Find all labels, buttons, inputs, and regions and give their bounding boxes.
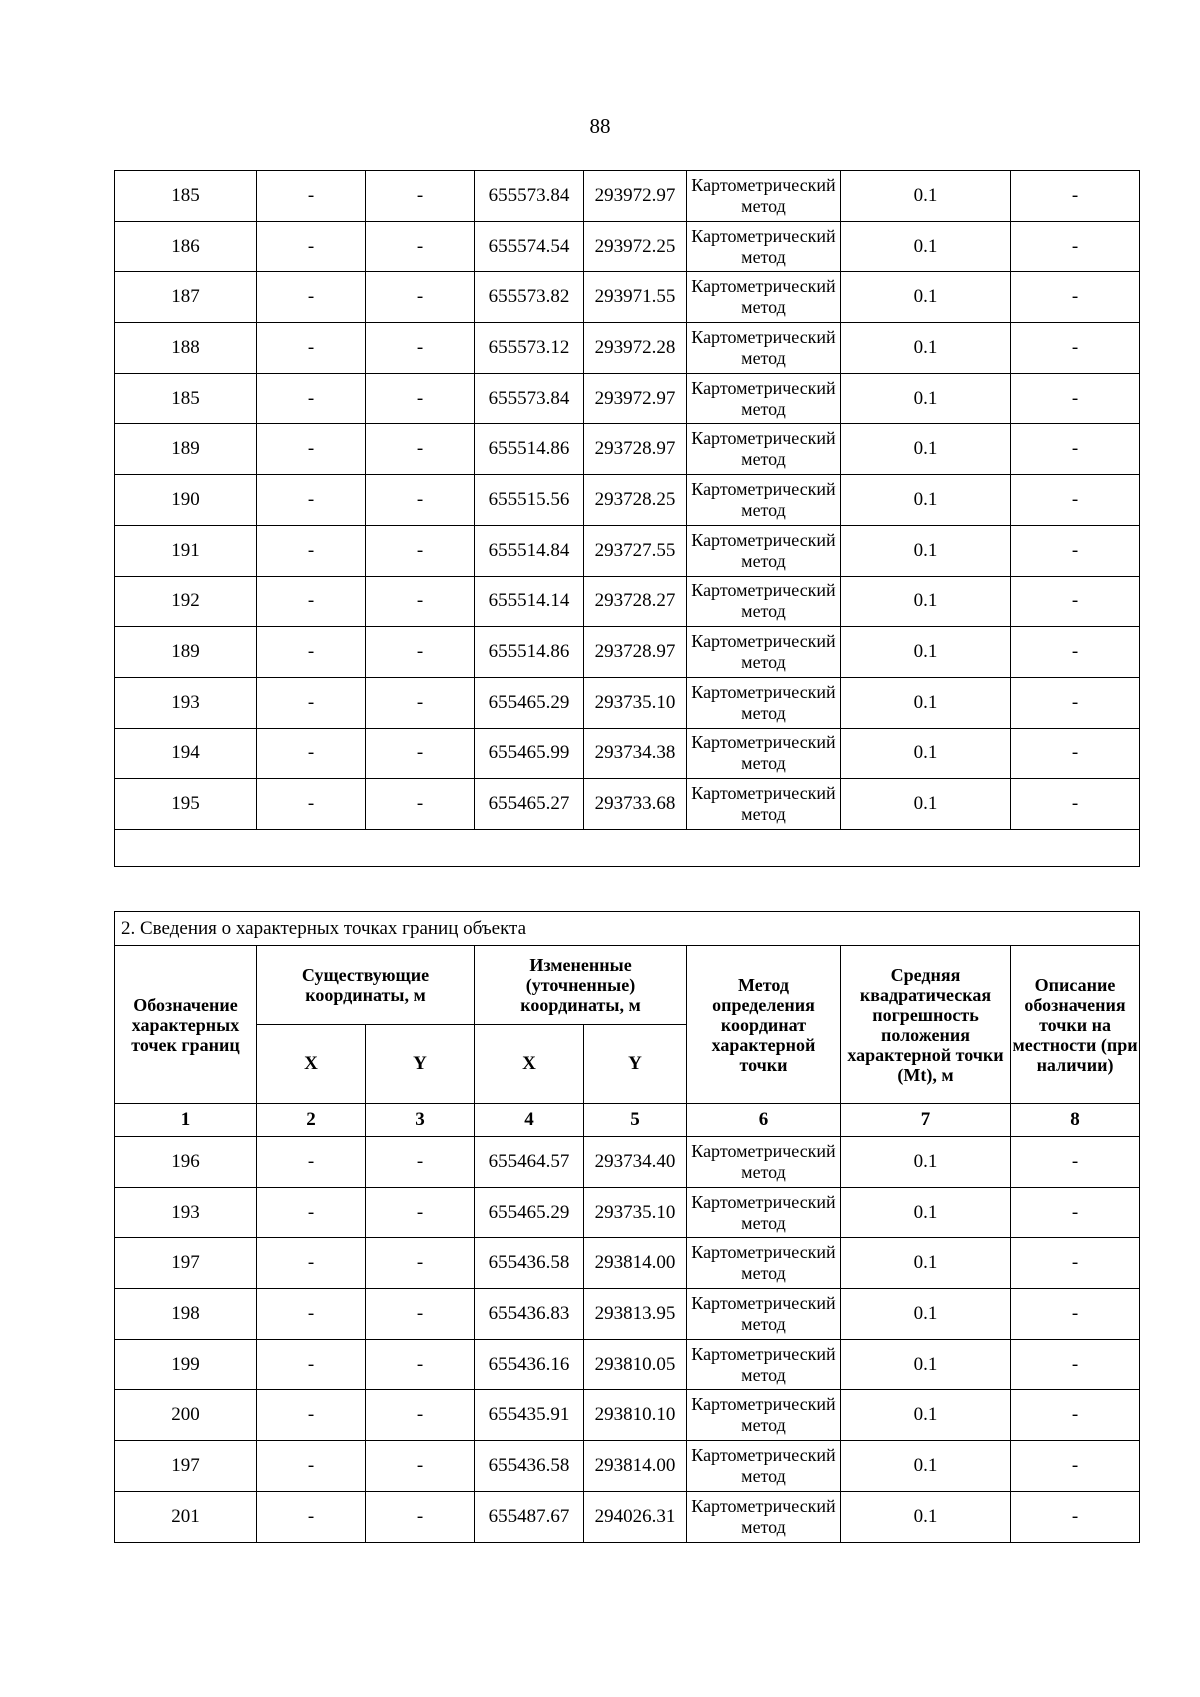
error-cell: 0.1 — [841, 272, 1011, 323]
changed-y-cell: 293728.97 — [584, 627, 687, 678]
point-cell: 189 — [115, 424, 257, 475]
existing-x-cell: - — [257, 1339, 366, 1390]
changed-y-cell: 293728.97 — [584, 424, 687, 475]
changed-y-cell: 293972.97 — [584, 171, 687, 222]
method-cell: Картометрический метод — [687, 1238, 841, 1289]
method-cell: Картометрический метод — [687, 779, 841, 830]
error-cell: 0.1 — [841, 627, 1011, 678]
point-cell: 190 — [115, 475, 257, 526]
method-cell: Картометрический метод — [687, 475, 841, 526]
method-cell: Картометрический метод — [687, 272, 841, 323]
changed-y-cell: 293971.55 — [584, 272, 687, 323]
table-row — [115, 1289, 1140, 1340]
method-cell: Картометрический метод — [687, 323, 841, 374]
table-row — [115, 323, 1140, 374]
description-cell: - — [1011, 1390, 1140, 1441]
table-row — [115, 1491, 1140, 1542]
point-cell: 189 — [115, 627, 257, 678]
error-cell: 0.1 — [841, 1238, 1011, 1289]
description-cell: - — [1011, 171, 1140, 222]
existing-x-cell: - — [257, 171, 366, 222]
changed-y-cell: 293810.05 — [584, 1339, 687, 1390]
changed-y-cell: 293972.25 — [584, 221, 687, 272]
existing-y-cell: - — [366, 221, 475, 272]
method-cell: Картометрический метод — [687, 1187, 841, 1238]
method-cell: Картометрический метод — [687, 221, 841, 272]
point-cell: 201 — [115, 1491, 257, 1542]
table-row — [115, 171, 1140, 222]
method-cell: Картометрический метод — [687, 627, 841, 678]
point-cell: 191 — [115, 525, 257, 576]
changed-x-cell: 655514.86 — [475, 627, 584, 678]
changed-y-cell: 293735.10 — [584, 677, 687, 728]
method-cell: Картометрический метод — [687, 424, 841, 475]
table-row — [115, 221, 1140, 272]
changed-x-cell: 655573.12 — [475, 323, 584, 374]
existing-x-cell: - — [257, 677, 366, 728]
method-cell: Картометрический метод — [687, 1339, 841, 1390]
method-cell: Картометрический метод — [687, 677, 841, 728]
table-row — [115, 424, 1140, 475]
existing-x-cell: - — [257, 1137, 366, 1188]
column-number: 3 — [366, 1104, 475, 1137]
existing-x-cell: - — [257, 1289, 366, 1340]
changed-y-cell: 293972.28 — [584, 323, 687, 374]
existing-y-cell: - — [366, 424, 475, 475]
changed-y-cell: 293727.55 — [584, 525, 687, 576]
changed-x-cell: 655465.99 — [475, 728, 584, 779]
description-cell: - — [1011, 1441, 1140, 1492]
existing-y-cell: - — [366, 677, 475, 728]
header-changed-coords: Измененные (уточненные) координаты, м — [475, 946, 687, 1025]
column-number: 2 — [257, 1104, 366, 1137]
table-row — [115, 677, 1140, 728]
existing-y-cell: - — [366, 272, 475, 323]
existing-y-cell: - — [366, 1339, 475, 1390]
point-cell: 199 — [115, 1339, 257, 1390]
description-cell: - — [1011, 1339, 1140, 1390]
method-cell: Картометрический метод — [687, 1441, 841, 1492]
existing-x-cell: - — [257, 1441, 366, 1492]
error-cell: 0.1 — [841, 525, 1011, 576]
changed-x-cell: 655573.84 — [475, 171, 584, 222]
table-row — [115, 1339, 1140, 1390]
changed-y-cell: 293810.10 — [584, 1390, 687, 1441]
header-existing-y: Y — [366, 1025, 475, 1104]
existing-x-cell: - — [257, 1491, 366, 1542]
error-cell: 0.1 — [841, 1339, 1011, 1390]
changed-x-cell: 655436.58 — [475, 1238, 584, 1289]
description-cell: - — [1011, 779, 1140, 830]
method-cell: Картометрический метод — [687, 1137, 841, 1188]
existing-y-cell: - — [366, 475, 475, 526]
description-cell: - — [1011, 424, 1140, 475]
existing-x-cell: - — [257, 1238, 366, 1289]
method-cell: Картометрический метод — [687, 576, 841, 627]
existing-x-cell: - — [257, 1187, 366, 1238]
point-cell: 193 — [115, 677, 257, 728]
changed-y-cell: 293728.27 — [584, 576, 687, 627]
existing-x-cell: - — [257, 525, 366, 576]
table-row — [115, 1187, 1140, 1238]
changed-y-cell: 293813.95 — [584, 1289, 687, 1340]
table-row — [115, 576, 1140, 627]
changed-x-cell: 655487.67 — [475, 1491, 584, 1542]
changed-y-cell: 293814.00 — [584, 1238, 687, 1289]
changed-y-cell: 293972.97 — [584, 373, 687, 424]
existing-y-cell: - — [366, 1289, 475, 1340]
description-cell: - — [1011, 1491, 1140, 1542]
changed-y-cell: 294026.31 — [584, 1491, 687, 1542]
method-cell: Картометрический метод — [687, 1491, 841, 1542]
changed-y-cell: 293728.25 — [584, 475, 687, 526]
changed-x-cell: 655436.16 — [475, 1339, 584, 1390]
column-number: 6 — [687, 1104, 841, 1137]
column-number: 1 — [115, 1104, 257, 1137]
changed-x-cell: 655574.54 — [475, 221, 584, 272]
table-row — [115, 525, 1140, 576]
point-cell: 194 — [115, 728, 257, 779]
coordinates-table-continued — [114, 170, 1140, 867]
column-number: 7 — [841, 1104, 1011, 1137]
existing-x-cell: - — [257, 1390, 366, 1441]
column-number: 8 — [1011, 1104, 1140, 1137]
method-cell: Картометрический метод — [687, 373, 841, 424]
existing-x-cell: - — [257, 779, 366, 830]
empty-row — [115, 829, 1140, 866]
changed-x-cell: 655465.29 — [475, 677, 584, 728]
header-error: Средняя квадратическая погрешность положения характерной точки (Mt), м — [841, 946, 1011, 1104]
existing-x-cell: - — [257, 272, 366, 323]
header-existing-coords: Существующие координаты, м — [257, 946, 475, 1025]
method-cell: Картометрический метод — [687, 171, 841, 222]
existing-x-cell: - — [257, 373, 366, 424]
column-number: 4 — [475, 1104, 584, 1137]
table-title: 2. Сведения о характерных точках границ объекта — [115, 912, 1140, 946]
table-row — [115, 373, 1140, 424]
description-cell: - — [1011, 323, 1140, 374]
header-changed-y: Y — [584, 1025, 687, 1104]
existing-y-cell: - — [366, 1390, 475, 1441]
point-cell: 186 — [115, 221, 257, 272]
description-cell: - — [1011, 1137, 1140, 1188]
existing-x-cell: - — [257, 475, 366, 526]
header-existing-x: X — [257, 1025, 366, 1104]
error-cell: 0.1 — [841, 677, 1011, 728]
boundary-points-table — [114, 911, 1140, 1543]
table-row — [115, 627, 1140, 678]
error-cell: 0.1 — [841, 779, 1011, 830]
existing-y-cell: - — [366, 1238, 475, 1289]
description-cell: - — [1011, 221, 1140, 272]
page-number: 88 — [589, 114, 611, 138]
description-cell: - — [1011, 1238, 1140, 1289]
existing-y-cell: - — [366, 576, 475, 627]
existing-y-cell: - — [366, 373, 475, 424]
description-cell: - — [1011, 525, 1140, 576]
point-cell: 187 — [115, 272, 257, 323]
description-cell: - — [1011, 373, 1140, 424]
existing-y-cell: - — [366, 171, 475, 222]
method-cell: Картометрический метод — [687, 1289, 841, 1340]
existing-x-cell: - — [257, 323, 366, 374]
changed-y-cell: 293733.68 — [584, 779, 687, 830]
existing-y-cell: - — [366, 627, 475, 678]
changed-x-cell: 655514.86 — [475, 424, 584, 475]
changed-x-cell: 655435.91 — [475, 1390, 584, 1441]
existing-y-cell: - — [366, 1491, 475, 1542]
changed-x-cell: 655464.57 — [475, 1137, 584, 1188]
existing-y-cell: - — [366, 1137, 475, 1188]
error-cell: 0.1 — [841, 373, 1011, 424]
error-cell: 0.1 — [841, 171, 1011, 222]
table-row — [115, 1441, 1140, 1492]
changed-y-cell: 293814.00 — [584, 1441, 687, 1492]
table-row — [115, 728, 1140, 779]
existing-y-cell: - — [366, 1441, 475, 1492]
error-cell: 0.1 — [841, 475, 1011, 526]
error-cell: 0.1 — [841, 1289, 1011, 1340]
existing-y-cell: - — [366, 525, 475, 576]
error-cell: 0.1 — [841, 1491, 1011, 1542]
description-cell: - — [1011, 677, 1140, 728]
error-cell: 0.1 — [841, 1187, 1011, 1238]
table-row — [115, 475, 1140, 526]
error-cell: 0.1 — [841, 1137, 1011, 1188]
column-number: 5 — [584, 1104, 687, 1137]
existing-x-cell: - — [257, 221, 366, 272]
existing-y-cell: - — [366, 323, 475, 374]
existing-x-cell: - — [257, 424, 366, 475]
existing-x-cell: - — [257, 627, 366, 678]
error-cell: 0.1 — [841, 323, 1011, 374]
method-cell: Картометрический метод — [687, 1390, 841, 1441]
table-row — [115, 272, 1140, 323]
point-cell: 193 — [115, 1187, 257, 1238]
table-row — [115, 1137, 1140, 1188]
description-cell: - — [1011, 576, 1140, 627]
error-cell: 0.1 — [841, 576, 1011, 627]
changed-x-cell: 655573.82 — [475, 272, 584, 323]
point-cell: 196 — [115, 1137, 257, 1188]
changed-x-cell: 655573.84 — [475, 373, 584, 424]
point-cell: 188 — [115, 323, 257, 374]
changed-y-cell: 293734.38 — [584, 728, 687, 779]
header-point: Обозначение характерных точек границ — [115, 946, 257, 1104]
existing-y-cell: - — [366, 779, 475, 830]
error-cell: 0.1 — [841, 221, 1011, 272]
point-cell: 197 — [115, 1238, 257, 1289]
point-cell: 185 — [115, 171, 257, 222]
error-cell: 0.1 — [841, 424, 1011, 475]
description-cell: - — [1011, 475, 1140, 526]
existing-y-cell: - — [366, 1187, 475, 1238]
error-cell: 0.1 — [841, 1441, 1011, 1492]
description-cell: - — [1011, 627, 1140, 678]
point-cell: 185 — [115, 373, 257, 424]
header-method: Метод определения координат характерной точки — [687, 946, 841, 1104]
error-cell: 0.1 — [841, 728, 1011, 779]
changed-x-cell: 655436.58 — [475, 1441, 584, 1492]
changed-x-cell: 655465.29 — [475, 1187, 584, 1238]
description-cell: - — [1011, 728, 1140, 779]
table-row — [115, 779, 1140, 830]
point-cell: 198 — [115, 1289, 257, 1340]
changed-x-cell: 655514.14 — [475, 576, 584, 627]
changed-y-cell: 293734.40 — [584, 1137, 687, 1188]
changed-x-cell: 655436.83 — [475, 1289, 584, 1340]
error-cell: 0.1 — [841, 1390, 1011, 1441]
existing-y-cell: - — [366, 728, 475, 779]
point-cell: 197 — [115, 1441, 257, 1492]
header-description: Описание обозначения точки на местности (при наличии) — [1011, 946, 1140, 1104]
table-row — [115, 1238, 1140, 1289]
changed-x-cell: 655465.27 — [475, 779, 584, 830]
existing-x-cell: - — [257, 576, 366, 627]
description-cell: - — [1011, 1187, 1140, 1238]
changed-x-cell: 655515.56 — [475, 475, 584, 526]
header-changed-x: X — [475, 1025, 584, 1104]
existing-x-cell: - — [257, 728, 366, 779]
description-cell: - — [1011, 1289, 1140, 1340]
method-cell: Картометрический метод — [687, 525, 841, 576]
changed-x-cell: 655514.84 — [475, 525, 584, 576]
method-cell: Картометрический метод — [687, 728, 841, 779]
point-cell: 195 — [115, 779, 257, 830]
changed-y-cell: 293735.10 — [584, 1187, 687, 1238]
point-cell: 192 — [115, 576, 257, 627]
table-row — [115, 1390, 1140, 1441]
point-cell: 200 — [115, 1390, 257, 1441]
description-cell: - — [1011, 272, 1140, 323]
